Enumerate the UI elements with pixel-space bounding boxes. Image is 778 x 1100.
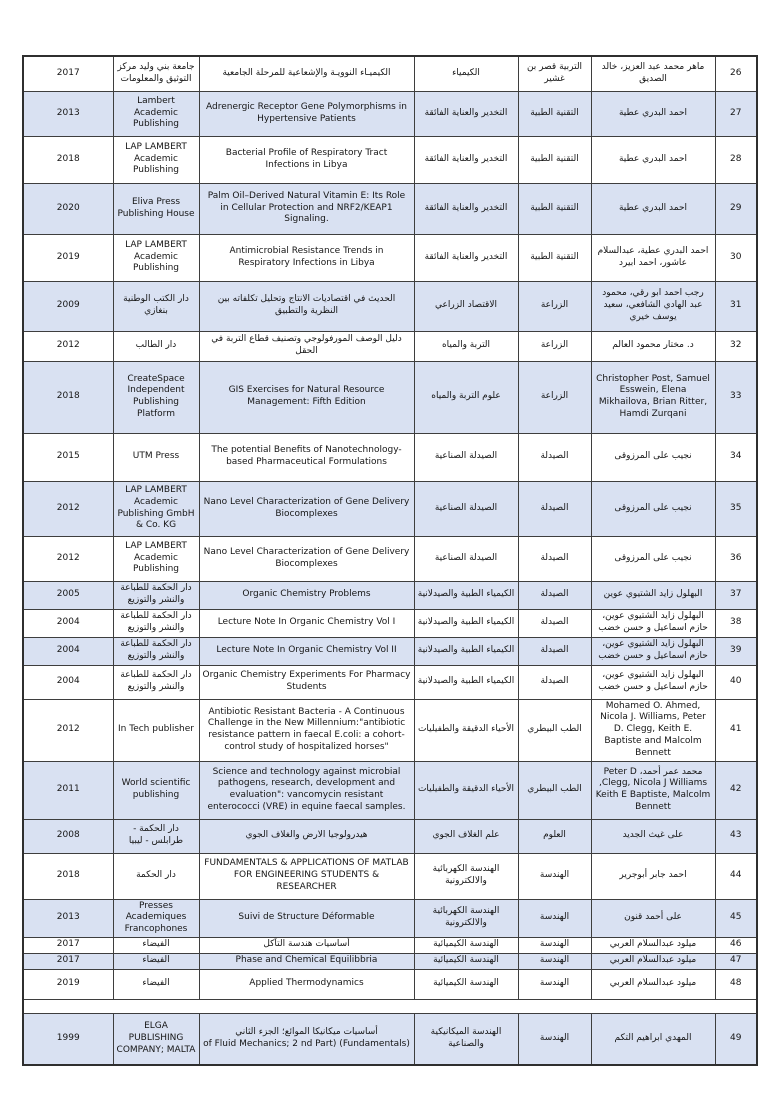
index-cell: 47 — [715, 953, 757, 969]
spacer-cell — [23, 999, 757, 1013]
year-cell: 2005 — [23, 581, 113, 609]
index-cell: 35 — [715, 481, 757, 536]
faculty-cell: الصيدلة — [518, 665, 591, 699]
index-cell: 30 — [715, 234, 757, 281]
authors-cell: على غيث الجديد — [591, 819, 715, 853]
index-cell: 28 — [715, 136, 757, 183]
publisher-cell: دار الحكمة للطباعة والنشر والتوزيع — [113, 665, 199, 699]
authors-cell: د. مختار محمود العالم — [591, 331, 715, 361]
title-cell: دليل الوصف المورفولوجي وتصنيف قطاع التربة في الحقل — [199, 331, 414, 361]
title-cell: Antibiotic Resistant Bacteria - A Continuous Challenge in the New Millennium:"antibiotic resistance pattern in faecal E.coli: a cohort-control study of hospitalized horses" — [199, 699, 414, 761]
index-cell: 48 — [715, 969, 757, 999]
index-cell: 46 — [715, 937, 757, 953]
authors-cell: البهلول زايد الشتيوي عوين، حازم اسماعيل و حسن خضب — [591, 637, 715, 665]
year-cell: 2017 — [23, 56, 113, 91]
year-cell: 2012 — [23, 331, 113, 361]
faculty-cell: الهندسة — [518, 853, 591, 899]
publisher-cell: Lambert Academic Publishing — [113, 91, 199, 136]
faculty-cell: الصيدلة — [518, 637, 591, 665]
specialty-cell: الأحياء الدقيقة والطفيليات — [414, 699, 518, 761]
publisher-cell: Presses Academiques Francophones — [113, 899, 199, 937]
title-cell: الكيميـاء النوويـة والإشعاعية للمرحلة الجامعية — [199, 56, 414, 91]
table-row — [23, 937, 757, 953]
faculty-cell: الصيدلة — [518, 433, 591, 481]
year-cell: 2017 — [23, 937, 113, 953]
table-row — [23, 899, 757, 937]
faculty-cell: الهندسة — [518, 969, 591, 999]
year-cell: 2004 — [23, 637, 113, 665]
authors-cell: احمد البدري عطية، عبدالسلام عاشور، احمد ابيرد — [591, 234, 715, 281]
authors-cell: ماهر محمد عبد العزيز، خالد الصديق — [591, 56, 715, 91]
authors-cell: احمد البدري عطية — [591, 136, 715, 183]
publisher-cell: UTM Press — [113, 433, 199, 481]
publisher-cell: دار الكتب الوطنية بنغازي — [113, 281, 199, 331]
title-cell: Organic Chemistry Problems — [199, 581, 414, 609]
year-cell: 2013 — [23, 91, 113, 136]
specialty-cell: الكيمياء الطبية والصيدلانية — [414, 609, 518, 637]
table-row — [23, 761, 757, 819]
year-cell: 2008 — [23, 819, 113, 853]
authors-cell: احمد جابر أبوجرير — [591, 853, 715, 899]
table-row — [23, 331, 757, 361]
authors-cell: احمد البدري عطية — [591, 91, 715, 136]
faculty-cell: الطب البيطري — [518, 761, 591, 819]
table-row — [23, 953, 757, 969]
table-row — [23, 433, 757, 481]
title-cell: أساسيات ميكانيكا الموائع؛ الجزء الثاني (Fundamentals) (of Fluid Mechanics; 2 nd Part — [199, 1013, 414, 1065]
specialty-cell: الهندسة الكيميائية — [414, 969, 518, 999]
publisher-cell: LAP LAMBERT Academic Publishing — [113, 536, 199, 581]
faculty-cell: الهندسة — [518, 1013, 591, 1065]
year-cell: 2018 — [23, 361, 113, 433]
title-cell: Suivi de Structure Déformable — [199, 899, 414, 937]
index-cell: 39 — [715, 637, 757, 665]
publisher-cell: LAP LAMBERT Academic Publishing — [113, 136, 199, 183]
index-cell: 29 — [715, 183, 757, 234]
title-cell: Lecture Note In Organic Chemistry Vol II — [199, 637, 414, 665]
title-cell: Nano Level Characterization of Gene Delivery Biocomplexes — [199, 536, 414, 581]
specialty-cell: الكيمياء — [414, 56, 518, 91]
year-cell: 2015 — [23, 433, 113, 481]
publisher-cell: الفيضاء — [113, 969, 199, 999]
table-body — [23, 56, 757, 1065]
authors-cell: نجيب على المرزوقى — [591, 481, 715, 536]
table-row — [23, 853, 757, 899]
title-cell: GIS Exercises for Natural Resource Management: Fifth Edition — [199, 361, 414, 433]
index-cell: 49 — [715, 1013, 757, 1065]
year-cell: 1999 — [23, 1013, 113, 1065]
title-cell: هيدرولوجيا الارض والغلاف الجوي — [199, 819, 414, 853]
publisher-cell: دار الحكمة — [113, 853, 199, 899]
index-cell: 33 — [715, 361, 757, 433]
authors-cell: نجيب على المرزوقى — [591, 433, 715, 481]
year-cell: 2009 — [23, 281, 113, 331]
index-cell: 32 — [715, 331, 757, 361]
publisher-cell: دار الحكمة - طرابلس - ليبيا — [113, 819, 199, 853]
year-cell: 2012 — [23, 699, 113, 761]
title-cell: الحديث في اقتصاديات الانتاج وتحليل تكلفاته بين النظرية والتطبيق — [199, 281, 414, 331]
table-row — [23, 234, 757, 281]
specialty-cell: الأحياء الدقيقة والطفيليات — [414, 761, 518, 819]
authors-cell: على أحمد قنون — [591, 899, 715, 937]
index-cell: 41 — [715, 699, 757, 761]
specialty-cell: الاقتصاد الزراعي — [414, 281, 518, 331]
title-cell: Science and technology against microbial pathogens, research, development and evaluation": vancomycin resistant enterococci (VRE) in equine faecal samples. — [199, 761, 414, 819]
table-row — [23, 536, 757, 581]
publisher-cell: ELGA PUBLISHING COMPANY; MALTA — [113, 1013, 199, 1065]
title-cell: Bacterial Profile of Respiratory Tract Infections in Libya — [199, 136, 414, 183]
specialty-cell: الهندسة الكهربائية والالكترونية — [414, 899, 518, 937]
index-cell: 42 — [715, 761, 757, 819]
specialty-cell: الهندسة الكيميائية — [414, 953, 518, 969]
faculty-cell: الزراعة — [518, 361, 591, 433]
index-cell: 45 — [715, 899, 757, 937]
authors-cell: البهلول زايد الشتيوي عوين، حازم اسماعيل و حسن خضب — [591, 609, 715, 637]
index-cell: 27 — [715, 91, 757, 136]
specialty-cell: التخدير والعناية الفائقة — [414, 91, 518, 136]
year-cell: 2019 — [23, 234, 113, 281]
title-cell: Nano Level Characterization of Gene Delivery Biocomplexes — [199, 481, 414, 536]
faculty-cell: التقنية الطبية — [518, 234, 591, 281]
table-row — [23, 969, 757, 999]
specialty-cell: الصيدلة الصناعية — [414, 433, 518, 481]
faculty-cell: الصيدلة — [518, 481, 591, 536]
title-cell: Antimicrobial Resistance Trends in Respiratory Infections in Libya — [199, 234, 414, 281]
publisher-cell: الفيضاء — [113, 953, 199, 969]
table-row — [23, 665, 757, 699]
authors-cell: المهدي ابراهيم التكم — [591, 1013, 715, 1065]
specialty-cell: الكيمياء الطبية والصيدلانية — [414, 581, 518, 609]
publisher-cell: World scientific publishing — [113, 761, 199, 819]
specialty-cell: الهندسة الميكانيكية والصناعية — [414, 1013, 518, 1065]
table-row — [23, 637, 757, 665]
specialty-cell: التخدير والعناية الفائقة — [414, 234, 518, 281]
table-row — [23, 91, 757, 136]
faculty-cell: الطب البيطري — [518, 699, 591, 761]
year-cell: 2018 — [23, 853, 113, 899]
year-cell: 2012 — [23, 481, 113, 536]
table-row — [23, 281, 757, 331]
index-cell: 44 — [715, 853, 757, 899]
title-cell: Phase and Chemical Equilibbria — [199, 953, 414, 969]
year-cell: 2004 — [23, 665, 113, 699]
year-cell: 2004 — [23, 609, 113, 637]
table-row — [23, 609, 757, 637]
specialty-cell: الهندسة الكيميائية — [414, 937, 518, 953]
faculty-cell: التقنية الطبية — [518, 91, 591, 136]
specialty-cell: التخدير والعناية الفائقة — [414, 183, 518, 234]
table-row — [23, 136, 757, 183]
authors-cell: البهلول زايد الشتيوي عوين، حازم اسماعيل و حسن خضب — [591, 665, 715, 699]
index-cell: 31 — [715, 281, 757, 331]
faculty-cell: التربية قصر بن غشير — [518, 56, 591, 91]
year-cell: 2018 — [23, 136, 113, 183]
faculty-cell: الصيدلة — [518, 609, 591, 637]
index-cell: 36 — [715, 536, 757, 581]
title-cell: Adrenergic Receptor Gene Polymorphisms in Hypertensive Patients — [199, 91, 414, 136]
authors-cell: رجب احمد ابو رقي، محمود عبد الهادي الشافعي، سعيد يوسف خيري — [591, 281, 715, 331]
specialty-cell: علم الغلاف الجوي — [414, 819, 518, 853]
title-cell: The potential Benefits of Nanotechnology-based Pharmaceutical Formulations — [199, 433, 414, 481]
spacer-row — [23, 999, 757, 1013]
authors-cell: ميلود عبدالسلام العربي — [591, 937, 715, 953]
specialty-cell: علوم التربة والمياه — [414, 361, 518, 433]
index-cell: 43 — [715, 819, 757, 853]
title-cell: Lecture Note In Organic Chemistry Vol I — [199, 609, 414, 637]
publisher-cell: الفيضاء — [113, 937, 199, 953]
publisher-cell: دار الحكمة للطباعة والنشر والتوزيع — [113, 609, 199, 637]
index-cell: 34 — [715, 433, 757, 481]
faculty-cell: التقنية الطبية — [518, 136, 591, 183]
authors-cell: ميلود عبدالسلام العربي — [591, 969, 715, 999]
table-row — [23, 581, 757, 609]
authors-cell: ميلود عبدالسلام العربي — [591, 953, 715, 969]
year-cell: 2013 — [23, 899, 113, 937]
specialty-cell: الهندسة الكهربائية والالكترونية — [414, 853, 518, 899]
index-cell: 37 — [715, 581, 757, 609]
authors-cell: البهلول زايد الشتيوي عوين — [591, 581, 715, 609]
publisher-cell: LAP LAMBERT Academic Publishing GmbH & Co. KG — [113, 481, 199, 536]
title-cell: Applied Thermodynamics — [199, 969, 414, 999]
specialty-cell: التخدير والعناية الفائقة — [414, 136, 518, 183]
year-cell: 2020 — [23, 183, 113, 234]
publisher-cell: دار الحكمة للطباعة والنشر والتوزيع — [113, 637, 199, 665]
publisher-cell: دار الحكمة للطباعة والنشر والتوزيع — [113, 581, 199, 609]
authors-cell: احمد البدري عطية — [591, 183, 715, 234]
publisher-cell: جامعة بني وليد مركز التوثيق والمعلومات — [113, 56, 199, 91]
authors-cell: Mohamed O. Ahmed, Nicola J. Williams, Peter D. Clegg, Keith E. Baptiste and Malcolm Bennett — [591, 699, 715, 761]
table-row — [23, 361, 757, 433]
specialty-cell: الصيدلة الصناعية — [414, 481, 518, 536]
specialty-cell: التربة والمياه — [414, 331, 518, 361]
authors-cell: Christopher Post, Samuel Esswein, Elena Mikhailova, Brian Ritter, Hamdi Zurqani — [591, 361, 715, 433]
title-cell: FUNDAMENTALS & APPLICATIONS OF MATLAB FOR ENGINEERING STUDENTS & RESEARCHER — [199, 853, 414, 899]
authors-cell: محمد عمر أحمد، Peter D ,Clegg, Nicola J Williams Keith E Baptiste, Malcolm Bennett — [591, 761, 715, 819]
title-cell: أساسيات هندسة التآكل — [199, 937, 414, 953]
year-cell: 2011 — [23, 761, 113, 819]
specialty-cell: الكيمياء الطبية والصيدلانية — [414, 665, 518, 699]
faculty-cell: الزراعة — [518, 331, 591, 361]
index-cell: 26 — [715, 56, 757, 91]
table-row — [23, 819, 757, 853]
faculty-cell: الصيدلة — [518, 581, 591, 609]
index-cell: 38 — [715, 609, 757, 637]
table-row — [23, 699, 757, 761]
publications-table — [22, 55, 758, 1066]
title-cell: Organic Chemistry Experiments For Pharmacy Students — [199, 665, 414, 699]
table-row — [23, 1013, 757, 1065]
year-cell: 2012 — [23, 536, 113, 581]
year-cell: 2019 — [23, 969, 113, 999]
specialty-cell: الكيمياء الطبية والصيدلانية — [414, 637, 518, 665]
year-cell: 2017 — [23, 953, 113, 969]
publisher-cell: دار الطالب — [113, 331, 199, 361]
table-row — [23, 183, 757, 234]
authors-cell: نجيب على المرزوقى — [591, 536, 715, 581]
specialty-cell: الصيدلة الصناعية — [414, 536, 518, 581]
index-cell: 40 — [715, 665, 757, 699]
faculty-cell: الزراعة — [518, 281, 591, 331]
faculty-cell: الصيدلة — [518, 536, 591, 581]
publisher-cell: LAP LAMBERT Academic Publishing — [113, 234, 199, 281]
faculty-cell: الهندسة — [518, 899, 591, 937]
publisher-cell: CreateSpace Independent Publishing Platform — [113, 361, 199, 433]
publisher-cell: Eliva Press Publishing House — [113, 183, 199, 234]
publisher-cell: In Tech publisher — [113, 699, 199, 761]
title-cell: Palm Oil–Derived Natural Vitamin E: Its Role in Cellular Protection and NRF2/KEAP1 Signaling. — [199, 183, 414, 234]
table-row — [23, 481, 757, 536]
faculty-cell: التقنية الطبية — [518, 183, 591, 234]
faculty-cell: الهندسة — [518, 953, 591, 969]
faculty-cell: العلوم — [518, 819, 591, 853]
table-row — [23, 56, 757, 91]
faculty-cell: الهندسة — [518, 937, 591, 953]
